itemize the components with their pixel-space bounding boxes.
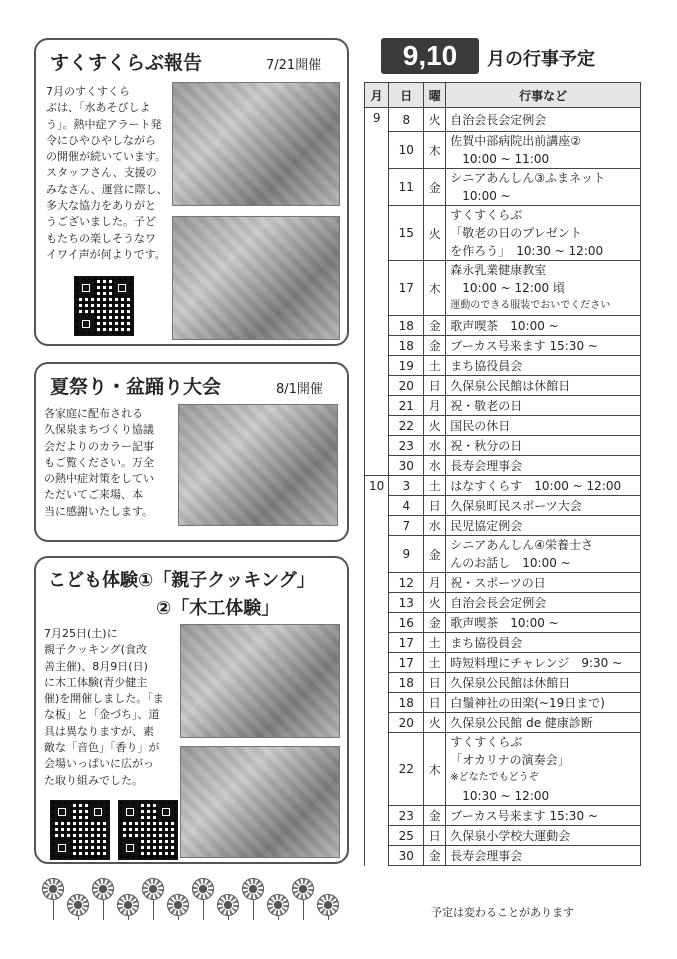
schedule-event-line: を作ろう」 10:30 ~ 12:00 [450, 244, 604, 258]
schedule-row [365, 316, 641, 336]
schedule-weekday-cell: 月 [424, 396, 446, 416]
schedule-day-cell: 15 [389, 206, 424, 261]
schedule-month-cell [365, 693, 389, 713]
sunflower-stem [103, 900, 104, 920]
schedule-weekday-cell: 日 [424, 376, 446, 396]
schedule-event-line: まち協役員会 [450, 358, 523, 373]
schedule-event-line: ブーカス号来ます 15:30 ~ [450, 338, 598, 353]
schedule-row [365, 536, 641, 573]
schedule-event-cell [446, 261, 641, 316]
schedule-month-cell [365, 336, 389, 356]
schedule-month-cell [365, 396, 389, 416]
schedule-weekday-cell: 水 [424, 516, 446, 536]
sunflower-icon [92, 878, 114, 900]
report-line: みなさん、運営に際し、 [46, 182, 168, 196]
schedule-event-line: 祝・秋分の日 [450, 438, 523, 453]
report-qr-code[interactable] [74, 276, 134, 336]
schedule-event-line: はなすくらす 10:00 ~ 12:00 [450, 478, 622, 493]
schedule-event-line: シニアあんしん③ふまネット [450, 171, 606, 185]
schedule-weekday-cell: 金 [424, 169, 446, 206]
schedule-weekday-cell: 月 [424, 573, 446, 593]
schedule-event-cell [446, 356, 641, 376]
schedule-event-cell [446, 593, 641, 613]
kids-qr-code-1[interactable] [50, 800, 110, 860]
schedule-day-cell: 30 [389, 846, 424, 866]
schedule-month-cell [365, 593, 389, 613]
schedule-event-line: すくすくらぶ [450, 208, 523, 222]
kids-line: 親子クッキング(食改 [44, 643, 147, 657]
schedule-event-line: 歌声喫茶 10:00 ~ [450, 318, 559, 333]
report-photo-2 [172, 216, 340, 340]
schedule-weekday-cell: 火 [424, 416, 446, 436]
kids-line: に木工体験(青少健主 [44, 675, 148, 689]
schedule-weekday-cell: 土 [424, 653, 446, 673]
schedule-day-cell: 10 [389, 132, 424, 169]
schedule-row [365, 693, 641, 713]
schedule-weekday-cell: 金 [424, 316, 446, 336]
schedule-row [365, 376, 641, 396]
schedule-event-cell [446, 396, 641, 416]
schedule-event-line: 佐賀中部病院出前講座② [450, 134, 582, 148]
schedule-event-cell [446, 536, 641, 573]
schedule-month-cell: 9 [365, 108, 389, 132]
schedule-event-cell [446, 108, 641, 132]
schedule-event-cell [446, 436, 641, 456]
sunflower-icon [217, 894, 239, 916]
schedule-weekday-cell: 土 [424, 633, 446, 653]
schedule-month-cell [365, 733, 389, 806]
kids-qr-code-2[interactable] [118, 800, 178, 860]
schedule-day-cell: 23 [389, 806, 424, 826]
schedule-event-cell [446, 132, 641, 169]
report-line: う」。熱中症アラート発 [46, 117, 162, 131]
schedule-row [365, 206, 641, 261]
schedule-day-cell: 7 [389, 516, 424, 536]
schedule-weekday-cell: 日 [424, 693, 446, 713]
schedule-month-cell [365, 573, 389, 593]
sunflower-stem [203, 900, 204, 920]
schedule-day-cell: 9 [389, 536, 424, 573]
kids-line: 善主催)、8月9日(日) [44, 659, 148, 673]
kids-photo-2 [180, 746, 340, 858]
schedule-row [365, 593, 641, 613]
schedule-month-cell [365, 653, 389, 673]
schedule-weekday-cell: 土 [424, 476, 446, 496]
schedule-day-cell: 22 [389, 733, 424, 806]
schedule-row [365, 653, 641, 673]
sunflower-icon [267, 894, 289, 916]
schedule-weekday-cell: 木 [424, 261, 446, 316]
schedule-event-line: 歌声喫茶 10:00 ~ [450, 615, 559, 630]
sunflower-icon [292, 878, 314, 900]
schedule-row [365, 496, 641, 516]
kids-photo-1 [180, 624, 340, 738]
schedule-note: 予定は変わることがあります [431, 906, 574, 919]
schedule-header-row [365, 83, 641, 108]
schedule-day-cell: 17 [389, 261, 424, 316]
schedule-day-cell: 19 [389, 356, 424, 376]
schedule-month-cell [365, 416, 389, 436]
festival-line: 会だよりのカラー記事 [44, 439, 154, 453]
col-day-header: 日 [389, 83, 424, 108]
kids-line: 催)を開催しました。「ま [44, 692, 164, 706]
schedule-event-cell [446, 416, 641, 436]
schedule-event-cell [446, 733, 641, 806]
schedule-event-line: 10:30 ~ 12:00 [462, 789, 550, 803]
kids-line: 具は異なりますが、素 [44, 724, 154, 738]
schedule-event-line: んのお話し 10:00 ~ [450, 556, 571, 570]
report-line: 令にひやひやしながら [46, 133, 156, 147]
report-line: もたちの楽しそうなワ [46, 231, 156, 245]
schedule-event-cell [446, 806, 641, 826]
schedule-row [365, 633, 641, 653]
report-line: イワイ声が何よりです。 [46, 247, 166, 261]
schedule-weekday-cell: 木 [424, 132, 446, 169]
schedule-event-line: 国民の休日 [450, 418, 511, 433]
schedule-weekday-cell: 火 [424, 593, 446, 613]
schedule-event-line: 「オカリナの演奏会」 [450, 753, 570, 767]
schedule-month-cell: 10 [365, 476, 389, 496]
report-date: 7/21開催 [266, 58, 322, 73]
schedule-row [365, 356, 641, 376]
festival-line: 当に感謝いたします。 [44, 504, 154, 518]
schedule-weekday-cell: 水 [424, 456, 446, 476]
schedule-event-cell [446, 316, 641, 336]
schedule-event-cell [446, 169, 641, 206]
schedule-month-cell [365, 496, 389, 516]
schedule-weekday-cell: 土 [424, 356, 446, 376]
sunflower-stem [78, 916, 79, 920]
sunflower-icon [117, 894, 139, 916]
kids-text [44, 626, 178, 789]
kids-title-1: こども体験①「親子クッキング」 [48, 570, 315, 591]
schedule-heading: 月の行事予定 [487, 49, 595, 70]
schedule-weekday-cell: 木 [424, 733, 446, 806]
report-box [34, 38, 349, 346]
schedule-day-cell: 17 [389, 653, 424, 673]
festival-line: 久保泉まちづくり協議 [44, 423, 154, 437]
schedule-row [365, 806, 641, 826]
schedule-month-cell [365, 536, 389, 573]
festival-box [34, 362, 349, 542]
schedule-row [365, 336, 641, 356]
sunflower-stem [153, 900, 154, 920]
schedule-row [365, 846, 641, 866]
schedule-day-cell: 17 [389, 633, 424, 653]
schedule-event-cell [446, 633, 641, 653]
schedule-event-line: 長寿会理事会 [450, 848, 523, 863]
sunflower-stem [228, 916, 229, 920]
schedule-event-cell [446, 826, 641, 846]
schedule-day-cell: 22 [389, 416, 424, 436]
schedule-weekday-cell: 日 [424, 673, 446, 693]
schedule-event-line: 久保泉小学校大運動会 [450, 828, 571, 843]
sunflower-stem [178, 916, 179, 920]
schedule-event-cell [446, 516, 641, 536]
schedule-event-cell [446, 476, 641, 496]
schedule-event-line: 久保泉町民スポーツ大会 [450, 498, 582, 513]
schedule-row [365, 261, 641, 316]
schedule-month-cell [365, 376, 389, 396]
schedule-event-cell [446, 613, 641, 633]
schedule-month-cell [365, 316, 389, 336]
schedule-month-cell [365, 713, 389, 733]
schedule-weekday-cell: 金 [424, 613, 446, 633]
schedule-weekday-cell: 金 [424, 846, 446, 866]
festival-line: の熱中症対策をしてい [44, 472, 154, 486]
sunflower-stem [278, 916, 279, 920]
kids-line: た取り組みでした。 [44, 773, 143, 787]
kids-line: 7月25日(土)に [44, 627, 118, 640]
schedule-event-line: 「敬老の日のプレゼント [450, 226, 582, 240]
schedule-event-line: 長寿会理事会 [450, 458, 523, 473]
schedule-event-cell [446, 713, 641, 733]
schedule-weekday-cell: 金 [424, 536, 446, 573]
schedule-row [365, 416, 641, 436]
schedule-row [365, 826, 641, 846]
sunflower-stem [253, 900, 254, 920]
schedule-event-cell [446, 653, 641, 673]
schedule-day-cell: 30 [389, 456, 424, 476]
schedule-day-cell: 3 [389, 476, 424, 496]
sunflower-icon [142, 878, 164, 900]
report-title: すくすくらぶ報告 [50, 52, 203, 74]
col-month-header: 月 [365, 83, 389, 108]
schedule-event-cell [446, 336, 641, 356]
festival-title: 夏祭り・盆踊り大会 [50, 376, 222, 398]
kids-line: な板」と「金づち」、道 [44, 708, 160, 722]
schedule-month-cell [365, 132, 389, 169]
kids-line: 敵な「音色」「香り」が [44, 741, 160, 755]
schedule-event-line: ブーカス号来ます 15:30 ~ [450, 808, 598, 823]
schedule-event-line: 10:00 ~ 12:00 頃 [462, 281, 565, 295]
schedule-event-cell [446, 206, 641, 261]
schedule-row [365, 456, 641, 476]
schedule-day-cell: 23 [389, 436, 424, 456]
sunflower-icon [42, 878, 64, 900]
schedule-row [365, 436, 641, 456]
kids-box [34, 556, 349, 864]
festival-line: 各家庭に配布される [44, 407, 143, 420]
sunflower-icon [67, 894, 89, 916]
schedule-day-cell: 8 [389, 108, 424, 132]
schedule-day-cell: 12 [389, 573, 424, 593]
schedule-month-cell [365, 673, 389, 693]
festival-photo [178, 404, 338, 526]
schedule-row [365, 108, 641, 132]
schedule-day-cell: 13 [389, 593, 424, 613]
schedule-row [365, 733, 641, 806]
schedule-month-cell [365, 516, 389, 536]
schedule-event-line: 久保泉公民館は休館日 [450, 675, 571, 690]
schedule-event-line: 祝・スポーツの日 [450, 575, 546, 590]
report-line: 7月のすくすくら [46, 85, 130, 98]
schedule-row [365, 573, 641, 593]
schedule-day-cell: 4 [389, 496, 424, 516]
col-weekday-header: 曜 [424, 83, 446, 108]
schedule-event-cell [446, 673, 641, 693]
schedule-event-cell [446, 573, 641, 593]
schedule-row [365, 713, 641, 733]
schedule-event-line: 時短料理にチャレンジ 9:30 ~ [450, 655, 623, 670]
report-line: スタッフさん、支援の [46, 166, 157, 180]
report-line: ぶは、「水あそびしよ [46, 101, 151, 115]
schedule-day-cell: 18 [389, 673, 424, 693]
sunflower-icon [317, 894, 339, 916]
schedule-month-cell [365, 206, 389, 261]
sunflower-icon [167, 894, 189, 916]
sunflower-stem [128, 916, 129, 920]
schedule-month-cell [365, 826, 389, 846]
schedule-month-cell [365, 169, 389, 206]
schedule-row [365, 516, 641, 536]
schedule-month-cell [365, 613, 389, 633]
report-line: の開催が続いています。 [46, 150, 167, 164]
schedule-day-cell: 11 [389, 169, 424, 206]
schedule-event-cell [446, 693, 641, 713]
schedule-month-cell [365, 806, 389, 826]
schedule-month-cell [365, 456, 389, 476]
schedule-event-line: 民児協定例会 [450, 518, 523, 533]
sunflower-icon [192, 878, 214, 900]
schedule-table [364, 82, 641, 866]
schedule-event-line: まち協役員会 [450, 635, 523, 650]
schedule-day-cell: 18 [389, 336, 424, 356]
sunflower-decoration [40, 876, 340, 922]
schedule-event-line: 白鬚神社の田楽(~19日まで) [450, 695, 605, 710]
schedule-day-cell: 16 [389, 613, 424, 633]
schedule-month-cell [365, 436, 389, 456]
schedule-event-line: 森永乳業健康教室 [450, 263, 547, 277]
schedule-month-badge: 9,10 [381, 38, 479, 74]
schedule-weekday-cell: 金 [424, 336, 446, 356]
festival-line: ただいてご来場、本 [44, 488, 143, 502]
schedule-event-cell [446, 456, 641, 476]
schedule-event-line: 久保泉公民館は休館日 [450, 378, 571, 393]
festival-date: 8/1開催 [276, 382, 323, 397]
schedule-day-cell: 21 [389, 396, 424, 416]
schedule-event-cell [446, 846, 641, 866]
schedule-month-cell [365, 261, 389, 316]
report-text [46, 84, 174, 263]
schedule-event-line: 自治会長会定例会 [450, 112, 547, 127]
schedule-month-cell [365, 846, 389, 866]
schedule-event-cell [446, 496, 641, 516]
schedule-weekday-cell: 金 [424, 806, 446, 826]
sunflower-stem [328, 916, 329, 920]
schedule-weekday-cell: 日 [424, 826, 446, 846]
report-photo-1 [172, 82, 340, 206]
kids-title-2: ②「木工体験」 [156, 598, 280, 619]
schedule-day-cell: 18 [389, 693, 424, 713]
schedule-row [365, 673, 641, 693]
festival-text [44, 406, 176, 520]
schedule-event-line: 10:00 ~ 11:00 [462, 152, 550, 166]
schedule-event-line: ※どなたでもどうぞ [450, 772, 539, 783]
schedule-event-line: 運動のできる服装でおいでください [450, 300, 611, 311]
schedule-row [365, 476, 641, 496]
schedule-row [365, 132, 641, 169]
schedule-day-cell: 20 [389, 376, 424, 396]
schedule-row [365, 613, 641, 633]
schedule-event-line: 自治会長会定例会 [450, 595, 547, 610]
schedule-event-line: すくすくらぶ [450, 735, 523, 749]
schedule-day-cell: 25 [389, 826, 424, 846]
schedule-weekday-cell: 日 [424, 496, 446, 516]
sunflower-stem [303, 900, 304, 920]
col-event-header: 行事など [446, 83, 641, 108]
schedule-weekday-cell: 火 [424, 108, 446, 132]
schedule-weekday-cell: 水 [424, 436, 446, 456]
schedule-row [365, 396, 641, 416]
report-line: うございました。子ど [46, 215, 156, 229]
schedule-event-cell [446, 376, 641, 396]
schedule-row [365, 169, 641, 206]
schedule-weekday-cell: 火 [424, 713, 446, 733]
sunflower-icon [242, 878, 264, 900]
schedule-day-cell: 20 [389, 713, 424, 733]
report-line: 多大な協力をありがと [46, 199, 156, 213]
schedule-weekday-cell: 火 [424, 206, 446, 261]
schedule-event-line: 祝・敬老の日 [450, 398, 523, 413]
schedule-month-cell [365, 356, 389, 376]
kids-line: 会場いっぱいに広がっ [44, 757, 154, 771]
schedule-event-line: 10:00 ~ [462, 189, 511, 203]
schedule-event-line: 久保泉公民館 de 健康診断 [450, 715, 593, 730]
schedule-month-cell [365, 633, 389, 653]
schedule-event-line: シニアあんしん④栄養士さ [450, 538, 594, 552]
sunflower-stem [53, 900, 54, 920]
schedule-day-cell: 18 [389, 316, 424, 336]
festival-line: もご覧ください。万全 [44, 455, 154, 469]
